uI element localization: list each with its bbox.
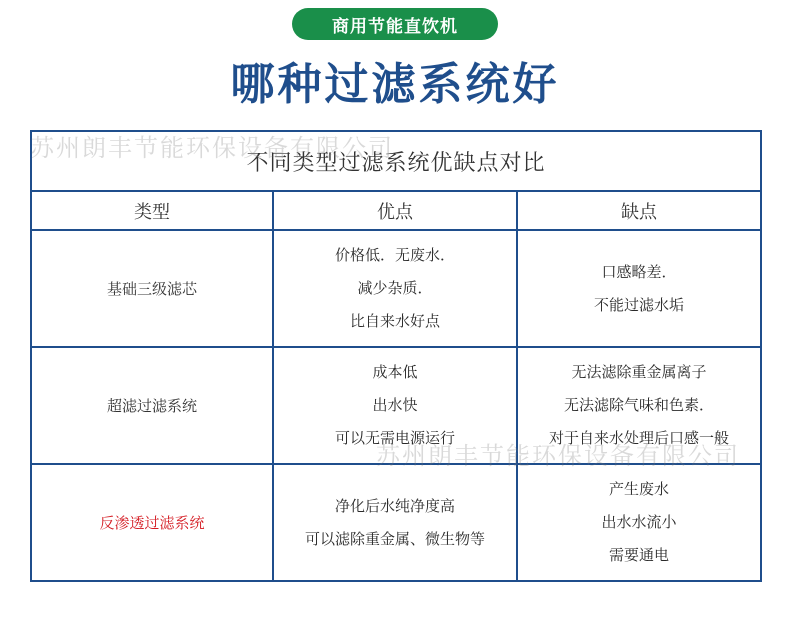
con-item: 口感略差． [601,262,677,281]
table-caption: 不同类型过滤系统优缺点对比 [31,131,761,191]
pro-item: 可以无需电源运行 [334,429,455,447]
con-item: 无法滤除重金属离子 [571,363,707,381]
cons-cell [517,464,761,581]
column-header-pros: 优点 [273,191,517,230]
pros-cell [273,230,517,347]
con-item: 产生废水 [609,480,670,498]
pro-item: 减少杂质． [357,279,433,297]
pro-item: 成本低 [372,363,418,381]
pros-cell [273,347,517,464]
type-cell: 超滤过滤系统 [31,347,273,464]
page-title: 哪种过滤系统好 [230,59,560,110]
pro-item: 可以滤除重金属、微生物等 [304,529,485,548]
watermark-text: 苏州朗丰节能环保设备有限公司 [376,442,740,470]
table-row [31,230,761,347]
type-cell: 基础三级滤芯 [31,230,273,347]
product-badge: 商用节能直饮机 [292,8,498,40]
pro-item: 比自来水好点 [349,312,440,330]
cons-cell [517,230,761,347]
con-item: 出水水流小 [601,513,677,531]
con-item: 无法滤除气味和色素． [564,396,715,414]
con-item: 需要通电 [609,546,670,564]
pro-item: 价格低．无废水． [334,246,455,264]
comparison-table [30,130,762,582]
con-item: 对于自来水处理后口感一般 [549,429,730,447]
table-row [31,464,761,581]
column-header-type: 类型 [31,191,273,230]
cons-cell [517,347,761,464]
watermark-text: 苏州朗丰节能环保设备有限公司 [30,134,394,162]
type-cell: 反渗透过滤系统 [31,464,273,581]
pro-item: 出水快 [372,396,418,414]
pros-cell [273,464,517,581]
pro-item: 净化后水纯净度高 [334,496,455,515]
table-row [31,347,761,464]
con-item: 不能过滤水垢 [594,295,685,314]
column-header-cons: 缺点 [517,191,761,230]
